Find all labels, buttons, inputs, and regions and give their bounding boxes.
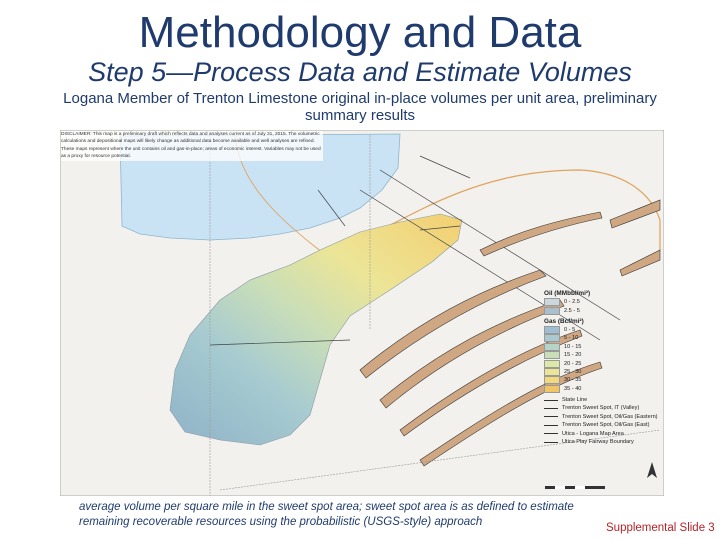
legend-label: 0 - 5 bbox=[564, 326, 576, 333]
legend-item bbox=[544, 306, 662, 314]
legend-swatch bbox=[544, 343, 560, 351]
legend-item bbox=[544, 429, 662, 437]
legend-label: Trenton Sweet Spot, IT (Valley) bbox=[562, 405, 640, 412]
map-disclaimer: DISCLAIMER: This map is a preliminary draft which reflects data and analyses current as of July 31, 2015. The volumetric calculations and depositional maps will likely change as additional data become available and well analyses are refined. These maps represent where the unit contains oil and gas-in-place; areas of economic interest. Variables may not be used as a proxy for resource potential. bbox=[61, 131, 323, 161]
legend-label: Trenton Sweet Spot, Oil/Gas (East) bbox=[562, 422, 650, 429]
legend-label: 15 - 20 bbox=[564, 352, 582, 359]
footer-note: average volume per square mile in the sweet spot area; sweet spot area is as defined to estimate remaining recoverable resources using the probabilistic (USGS-style) approach bbox=[79, 501, 574, 528]
legend-item bbox=[544, 343, 662, 351]
legend-item bbox=[544, 351, 662, 359]
slide-description: Logana Member of Trenton Limestone original in-place volumes per unit area, preliminary summary results bbox=[63, 90, 657, 124]
legend-swatch bbox=[544, 376, 560, 384]
legend-oil-heading: Oil (MMbbl/mi²) bbox=[544, 290, 591, 297]
slide-title: Methodology and Data bbox=[138, 8, 582, 57]
slide-number: Supplemental Slide 3 bbox=[606, 522, 715, 534]
legend-label: Trenton Sweet Spot, Oil/Gas (Eastern) bbox=[562, 413, 658, 420]
legend-label: 20 - 25 bbox=[564, 360, 582, 367]
legend-line-swatch bbox=[544, 425, 558, 426]
legend-item bbox=[544, 334, 662, 342]
legend-swatch bbox=[544, 360, 560, 368]
legend-label: 25 - 30 bbox=[564, 368, 582, 375]
legend-swatch bbox=[544, 334, 560, 342]
legend-item bbox=[544, 404, 662, 412]
legend-line-swatch bbox=[544, 400, 558, 401]
legend-item bbox=[544, 376, 662, 384]
legend-swatch bbox=[544, 385, 560, 393]
legend-swatch bbox=[544, 326, 560, 334]
legend-label: 5 - 10 bbox=[564, 335, 579, 342]
legend-label: 30 - 35 bbox=[564, 377, 582, 384]
legend-swatch bbox=[544, 368, 560, 376]
legend-label: Utica Play Fairway Boundary bbox=[562, 439, 634, 446]
legend-gas-heading: Gas (Bcf/mi²) bbox=[544, 317, 584, 325]
legend-item bbox=[544, 396, 662, 404]
legend-item bbox=[544, 359, 662, 367]
slide-subtitle: Step 5—Process Data and Estimate Volumes bbox=[88, 57, 632, 87]
legend-item bbox=[544, 438, 662, 446]
legend-line-swatch bbox=[544, 433, 558, 434]
legend-line-swatch bbox=[544, 408, 558, 409]
legend-item bbox=[544, 368, 662, 376]
legend-swatch bbox=[544, 307, 560, 315]
map-legend bbox=[544, 287, 662, 446]
legend-label: 35 - 40 bbox=[564, 385, 582, 392]
scale-bar bbox=[545, 486, 605, 489]
legend-line-swatch bbox=[544, 416, 558, 417]
legend-label: 2.5 - 5 bbox=[564, 307, 580, 314]
legend-label: 10 - 15 bbox=[564, 343, 582, 350]
legend-item bbox=[544, 413, 662, 421]
legend-label: Utica - Logana Map Area bbox=[562, 430, 624, 437]
legend-label: 0 - 2.5 bbox=[564, 299, 580, 306]
legend-item bbox=[544, 385, 662, 393]
legend-swatch bbox=[544, 298, 560, 306]
legend-item bbox=[544, 421, 662, 429]
legend-item bbox=[544, 326, 662, 334]
legend-line-swatch bbox=[544, 442, 558, 443]
legend-item bbox=[544, 298, 662, 306]
legend-label: State Line bbox=[562, 397, 588, 404]
legend-swatch bbox=[544, 351, 560, 359]
